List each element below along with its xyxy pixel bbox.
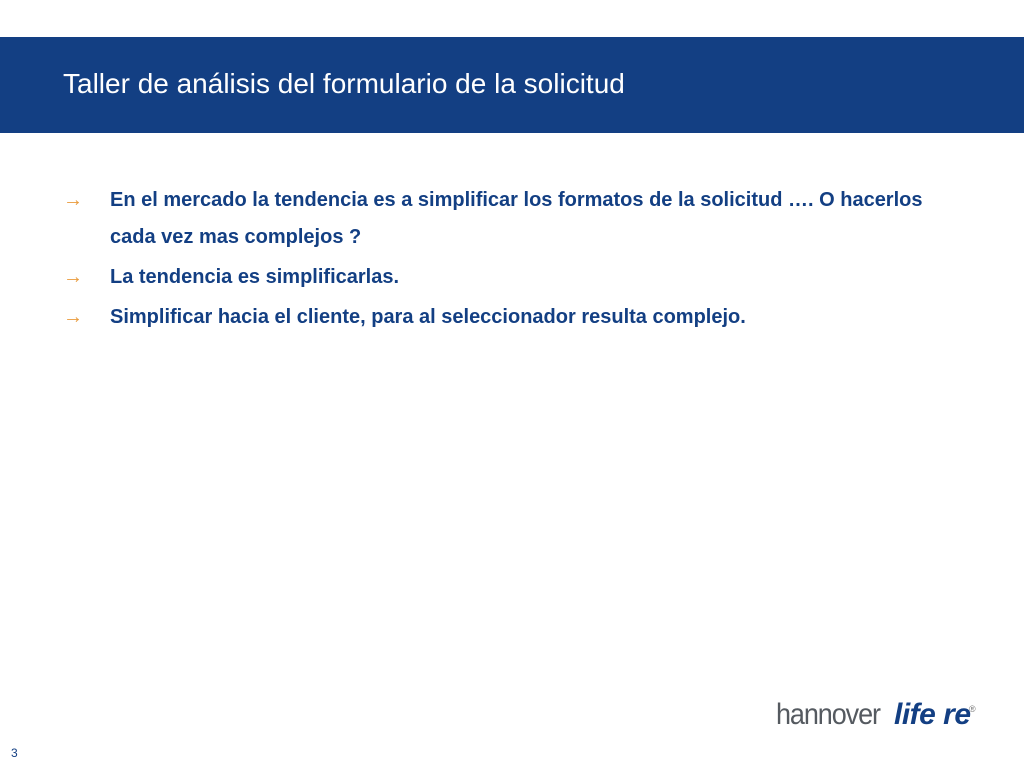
arrow-right-icon: → (63, 266, 83, 288)
bullet-text: La tendencia es simplificarlas. (110, 266, 400, 288)
bullet-item (63, 182, 943, 256)
slide-title: Taller de análisis del formulario de la solicitud (63, 68, 625, 99)
bullet-text: Simplificar hacia el cliente, para al seleccionador resulta complejo. (110, 306, 746, 328)
arrow-right-icon: → (63, 189, 83, 211)
logo-wordmark-life-re: life re (894, 698, 971, 731)
logo-wordmark-hannover: hannover (776, 698, 880, 731)
registered-mark: ® (969, 704, 976, 714)
bullet-item (63, 299, 943, 336)
page-number: 3 (11, 746, 18, 760)
bullet-text: En el mercado la tendencia es a simplificar los formatos de la solicitud …. O hacerlos cada vez mas complejos ? (110, 189, 923, 248)
bullet-list (63, 182, 943, 339)
hannover-life-re-logo (776, 698, 976, 742)
title-bar (0, 37, 1024, 133)
bullet-item (63, 259, 943, 296)
arrow-right-icon: → (63, 306, 83, 328)
